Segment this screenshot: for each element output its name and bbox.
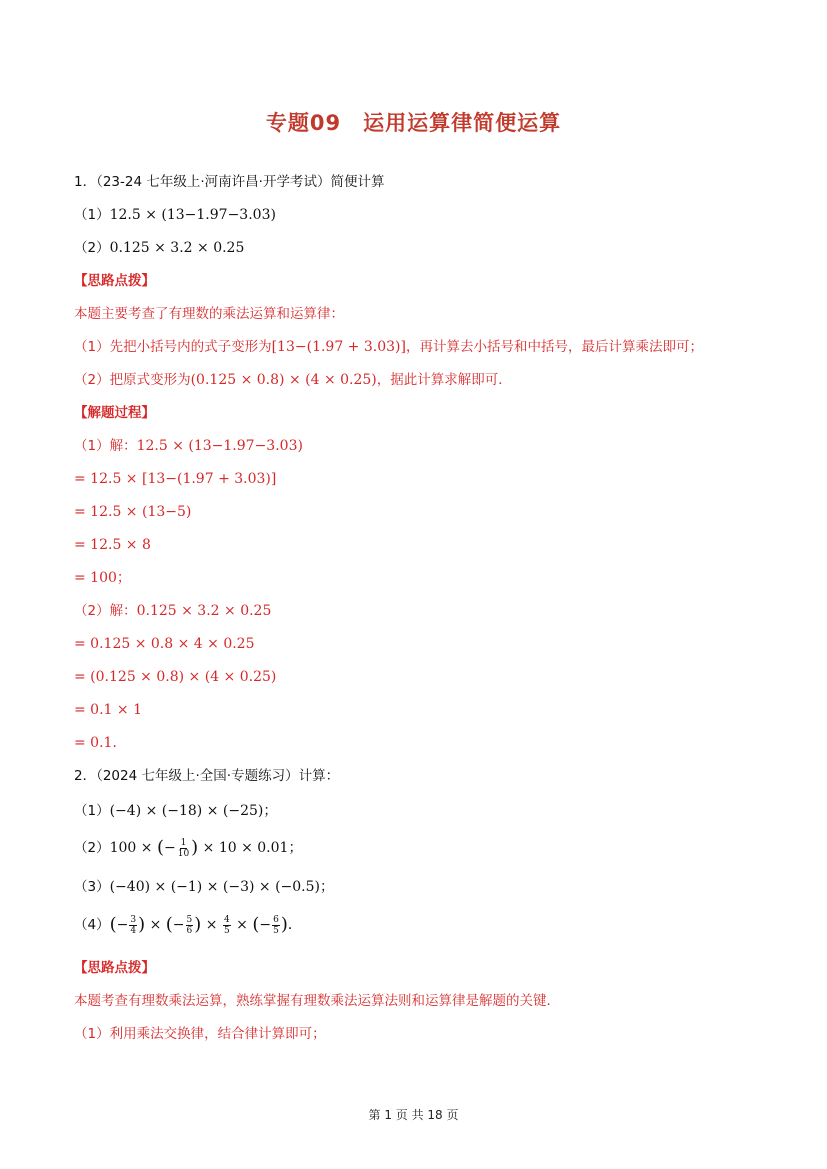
page-footer: 第 1 页 共 18 页 xyxy=(368,1108,459,1122)
q1-part2 xyxy=(74,238,244,258)
fraction-numerator: 3 xyxy=(130,914,137,925)
q2-part2-expr-b: × 10 × 0.01； xyxy=(198,840,303,856)
solution-step-expr: = 100； xyxy=(74,570,131,586)
solution-step-label: （1）解： xyxy=(74,438,137,454)
q1-part1-expr: 12.5 × (13−1.97−3.03) xyxy=(109,207,276,223)
fraction xyxy=(272,915,280,936)
paren-left: ( xyxy=(109,914,117,935)
q2-part1-expr: (−4) × (−18) × (−25)； xyxy=(109,803,278,819)
q2-part4 xyxy=(74,913,302,937)
fraction-numerator: 6 xyxy=(273,914,279,925)
q2-part2 xyxy=(74,836,302,860)
times-sign: × xyxy=(231,917,253,933)
fraction xyxy=(186,915,194,936)
solution-step-expr: 12.5 × (13−1.97−3.03) xyxy=(136,438,303,454)
solution-step-expr: 0.125 × 3.2 × 0.25 xyxy=(136,603,272,619)
fraction xyxy=(223,915,231,936)
solution-step-label: （2）解： xyxy=(74,603,137,619)
fraction-numerator: 5 xyxy=(186,914,193,925)
solution-step-expr: = 0.1． xyxy=(74,735,127,751)
paren-left: ( xyxy=(165,914,173,935)
q1-solution-step xyxy=(74,436,303,456)
paren-left: ( xyxy=(156,837,164,858)
q2-hint-intro: 本题考查有理数乘法运算，熟练掌握有理数乘法运算法则和运算律是解题的关键． xyxy=(74,993,560,1009)
page-title: 专题09 运用运算律简便运算 xyxy=(265,111,562,135)
fraction-denominator: 10 xyxy=(177,848,190,859)
q2-part1 xyxy=(74,801,277,821)
solution-step-expr: = 12.5 × (13−5) xyxy=(74,504,192,520)
q2-part3-label: （3） xyxy=(74,879,110,895)
q1-part1 xyxy=(74,205,276,225)
paren-left: ( xyxy=(252,914,260,935)
q2-part2-expr-a: 100 × xyxy=(109,840,157,856)
period: ． xyxy=(287,917,302,933)
fraction xyxy=(177,838,190,859)
minus-sign: − xyxy=(163,840,176,856)
fraction-denominator: 5 xyxy=(273,925,279,936)
minus-sign: − xyxy=(172,917,185,933)
q1-hint-intro: 本题主要考查了有理数的乘法运算和运算律： xyxy=(74,306,344,322)
fraction-numerator: 1 xyxy=(180,837,187,848)
q1-part2-expr: 0.125 × 3.2 × 0.25 xyxy=(109,240,245,256)
times-sign: × xyxy=(201,917,222,933)
q1-hint-1-text-end: ，再计算去小括号和中括号，最后计算乘法即可； xyxy=(405,339,703,355)
solution-step-expr: = 12.5 × 8 xyxy=(74,537,151,553)
q1-hint-2 xyxy=(74,370,512,390)
solution-step-expr: = 0.125 × 0.8 × 4 × 0.25 xyxy=(74,636,255,652)
solution-step-expr: = 0.1 × 1 xyxy=(74,702,142,718)
q1-part1-label: （1） xyxy=(74,207,110,223)
q1-hint-2-expr: (0.125 × 0.8) × (4 × 0.25) xyxy=(190,372,377,388)
paren-right: ) xyxy=(194,914,202,935)
q1-solution-heading: 【解题过程】 xyxy=(74,405,155,421)
q2-hint-1: （1）利用乘法交换律，结合律计算即可； xyxy=(74,1026,326,1042)
q1-hint-1-expr: [13−(1.97 + 3.03)] xyxy=(271,339,406,355)
q1-hint-2-text-end: ，据此计算求解即可． xyxy=(376,372,512,388)
q1-solution-step xyxy=(74,601,271,621)
q1-solution-step xyxy=(74,667,276,687)
q1-solution-step xyxy=(74,634,255,654)
q1-header: 1．（23-24 七年级上·河南许昌·开学考试）简便计算 xyxy=(74,174,385,190)
q2-part2-label: （2） xyxy=(74,840,110,856)
fraction-numerator: 4 xyxy=(223,914,230,925)
q2-part3 xyxy=(74,877,334,897)
q1-hint-1 xyxy=(74,337,703,357)
q1-solution-step xyxy=(74,535,151,555)
paren-right: ) xyxy=(138,914,146,935)
q1-solution-step xyxy=(74,733,126,753)
fraction-denominator: 6 xyxy=(186,925,193,936)
q2-header: 2．（2024 七年级上·全国·专题练习）计算： xyxy=(74,768,340,784)
minus-sign: − xyxy=(259,917,272,933)
solution-step-expr: = (0.125 × 0.8) × (4 × 0.25) xyxy=(74,669,277,685)
q2-hint-heading: 【思路点拨】 xyxy=(74,960,155,976)
minus-sign: − xyxy=(116,917,129,933)
q1-hint-2-text: （2）把原式变形为 xyxy=(74,372,191,388)
fraction-denominator: 4 xyxy=(130,925,137,936)
q1-part2-label: （2） xyxy=(74,240,110,256)
paren-right: ) xyxy=(191,837,199,858)
fraction xyxy=(129,915,137,936)
q1-hint-1-text: （1）先把小括号内的式子变形为 xyxy=(74,339,272,355)
fraction-denominator: 5 xyxy=(223,925,230,936)
q1-solution-step xyxy=(74,502,191,522)
q2-part4-label: （4） xyxy=(74,917,110,933)
q1-solution-step xyxy=(74,700,142,720)
solution-step-expr: = 12.5 × [13−(1.97 + 3.03)] xyxy=(74,471,277,487)
q1-solution-step xyxy=(74,469,276,489)
paren-right: ) xyxy=(280,914,288,935)
q2-part1-label: （1） xyxy=(74,803,110,819)
q1-hint-heading: 【思路点拨】 xyxy=(74,273,155,289)
times-sign: × xyxy=(145,917,166,933)
q2-part3-expr: (−40) × (−1) × (−3) × (−0.5)； xyxy=(109,879,334,895)
q1-solution-step xyxy=(74,568,131,588)
